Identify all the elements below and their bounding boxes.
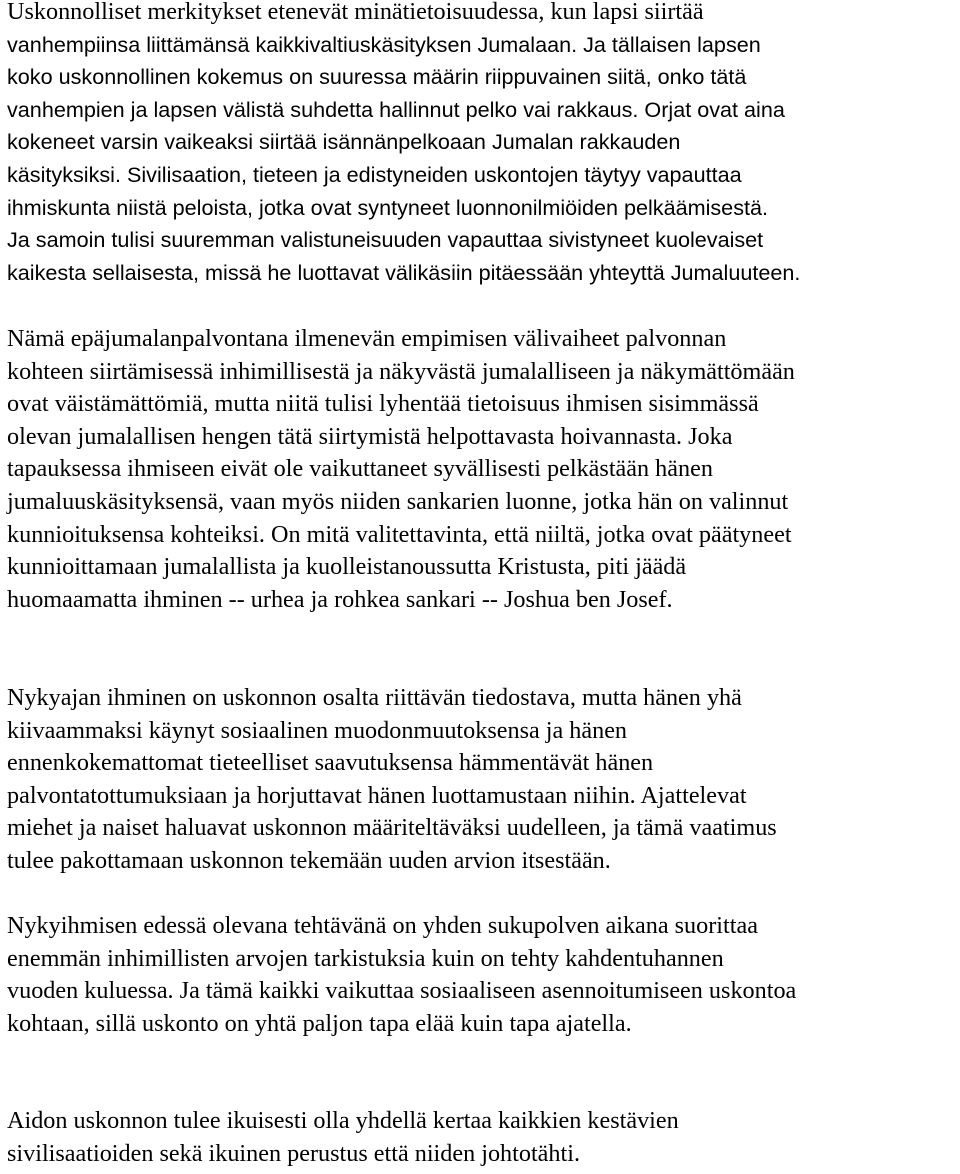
text-line <box>7 356 795 389</box>
paragraph-5 <box>7 1105 679 1170</box>
text-line <box>7 910 796 943</box>
sentence-fragment: ihmiskunta niistä peloista, jotka ovat syntyneet luonnonilmiöiden pelkäämisestä. <box>7 194 769 220</box>
sentence-fragment: enemmän inhimillisten arvojen tarkistuksia kuin on tehty kahdentuhannen <box>7 944 724 972</box>
text-line <box>7 29 800 62</box>
sentence-fragment: Ajattelevat <box>640 781 747 809</box>
text-line <box>7 323 795 356</box>
text-line <box>7 682 777 715</box>
text-line <box>7 845 777 878</box>
sentence-fragment: Ja samoin tulisi suuremman valistuneisuuden vapauttaa sivistyneet kuolevaiset <box>7 227 764 253</box>
sentence-fragment: vuoden kuluessa. <box>7 977 180 1005</box>
sentence-fragment: vanhempiinsa liittämänsä kaikkivaltiuskäsityksen Jumalaan. Ja tällaisen lapsen <box>7 31 761 57</box>
text-line <box>7 747 777 780</box>
text-line <box>7 1008 796 1041</box>
sentence-fragment: kokeneet varsin vaikeaksi siirtää isännänpelkoaan Jumalan rakkauden <box>7 129 681 155</box>
sentence-fragment: miehet ja naiset haluavat uskonnon määriteltäväksi uudelleen, ja tämä vaatimus <box>7 814 777 842</box>
text-line <box>7 486 795 519</box>
sentence-fragment: Orjat ovat aina <box>644 96 785 122</box>
text-line <box>7 812 777 845</box>
text-line <box>7 0 800 29</box>
text-line <box>7 1138 679 1171</box>
sentence-fragment: tapauksessa ihmiseen eivät ole vaikuttaneet syvällisesti pelkästään hänen <box>7 455 713 483</box>
sentence-fragment: huomaamatta ihminen -- urhea ja rohkea sankari -- Joshua ben Josef. <box>7 585 673 613</box>
sentence-fragment: kiivaammaksi käynyt sosiaalinen muodonmuutoksensa ja hänen <box>7 716 628 744</box>
text-line <box>7 551 795 584</box>
text-line <box>7 61 800 94</box>
text-line <box>7 1105 679 1138</box>
sentence-fragment: Sivilisaation, tieteen ja edistyneiden uskontojen täytyy vapauttaa <box>126 161 742 187</box>
sentence-fragment: olevan jumalallisen hengen tätä siirtymistä helpottavasta hoivannasta. <box>7 422 689 450</box>
text-line <box>7 453 795 486</box>
text-line <box>7 975 796 1008</box>
sentence-fragment: ovat väistämättömiä, mutta niitä tulisi lyhentää tietoisuus ihmisen sisimmässä <box>7 390 759 418</box>
sentence-fragment: jumaluuskäsityksensä, vaan myös niiden sankarien luonne, jotka hän on valinnut <box>7 487 789 515</box>
sentence-fragment: Ja tämä kaikki vaikuttaa sosiaaliseen asennoitumiseen uskontoa <box>179 977 797 1005</box>
sentence-fragment: ennenkokemattomat tieteelliset saavutuksensa hämmentävät hänen <box>7 749 654 777</box>
sentence-fragment: kaikesta sellaisesta, missä he luottavat välikäsiin pitäessään yhteyttä Jumaluuteen. <box>7 259 801 285</box>
sentence-fragment: kohtaan, sillä uskonto on yhtä paljon tapa elää kuin tapa ajatella. <box>7 1009 632 1037</box>
sentence-fragment: kohteen siirtämisessä inhimillisestä ja näkyvästä jumalalliseen ja näkymättömään <box>7 357 795 385</box>
sentence-fragment: tulee pakottamaan uskonnon tekemään uuden arvion itsestään. <box>7 846 611 874</box>
sentence-fragment: Nykyajan ihminen on uskonnon osalta riittävän tiedostava, mutta hänen yhä <box>7 684 742 711</box>
sentence-fragment: kunnioituksensa kohteiksi. <box>7 520 272 548</box>
text-line <box>7 192 800 225</box>
sentence-fragment: palvontatottumuksiaan ja horjuttavat hänen luottamustaan niihin. <box>7 781 641 809</box>
text-line <box>7 257 800 290</box>
text-line <box>7 388 795 421</box>
paragraph-4 <box>7 910 796 1040</box>
text-line <box>7 715 777 748</box>
sentence-fragment: Aidon uskonnon tulee ikuisesti olla yhdellä kertaa kaikkien kestävien <box>7 1107 679 1134</box>
sentence-fragment: Uskonnolliset merkitykset etenevät minätietoisuudessa, kun lapsi siirtää <box>7 0 704 25</box>
text-line <box>7 224 800 257</box>
sentence-fragment: Joka <box>688 422 733 450</box>
text-line <box>7 780 777 813</box>
text-line <box>7 94 800 127</box>
sentence-fragment: On mitä valitettavinta, että niiltä, jotka ovat päätyneet <box>271 520 792 548</box>
sentence-fragment: kunnioittamaan jumalallista ja kuolleistanoussutta Kristusta, piti jäädä <box>7 553 687 581</box>
sentence-fragment: sivilisaatioiden sekä ikuinen perustus että niiden johtotähti. <box>7 1139 581 1167</box>
sentence-fragment: käsityksiksi. <box>7 161 127 187</box>
text-line <box>7 519 795 552</box>
text-line <box>7 943 796 976</box>
sentence-fragment: vanhempien ja lapsen välistä suhdetta hallinnut pelko vai rakkaus. <box>7 96 645 122</box>
paragraph-1 <box>7 0 800 289</box>
text-line <box>7 126 800 159</box>
sentence-fragment: koko uskonnollinen kokemus on suuressa määrin riippuvainen siitä, onko tätä <box>7 64 747 90</box>
sentence-fragment: Nämä epäjumalanpalvontana ilmenevän empimisen välivaiheet palvonnan <box>7 325 727 352</box>
text-line <box>7 159 800 192</box>
paragraph-3 <box>7 682 777 878</box>
paragraph-2 <box>7 323 795 616</box>
sentence-fragment: Nykyihmisen edessä olevana tehtävänä on yhden sukupolven aikana suorittaa <box>7 912 758 939</box>
text-line <box>7 584 795 617</box>
text-line <box>7 421 795 454</box>
